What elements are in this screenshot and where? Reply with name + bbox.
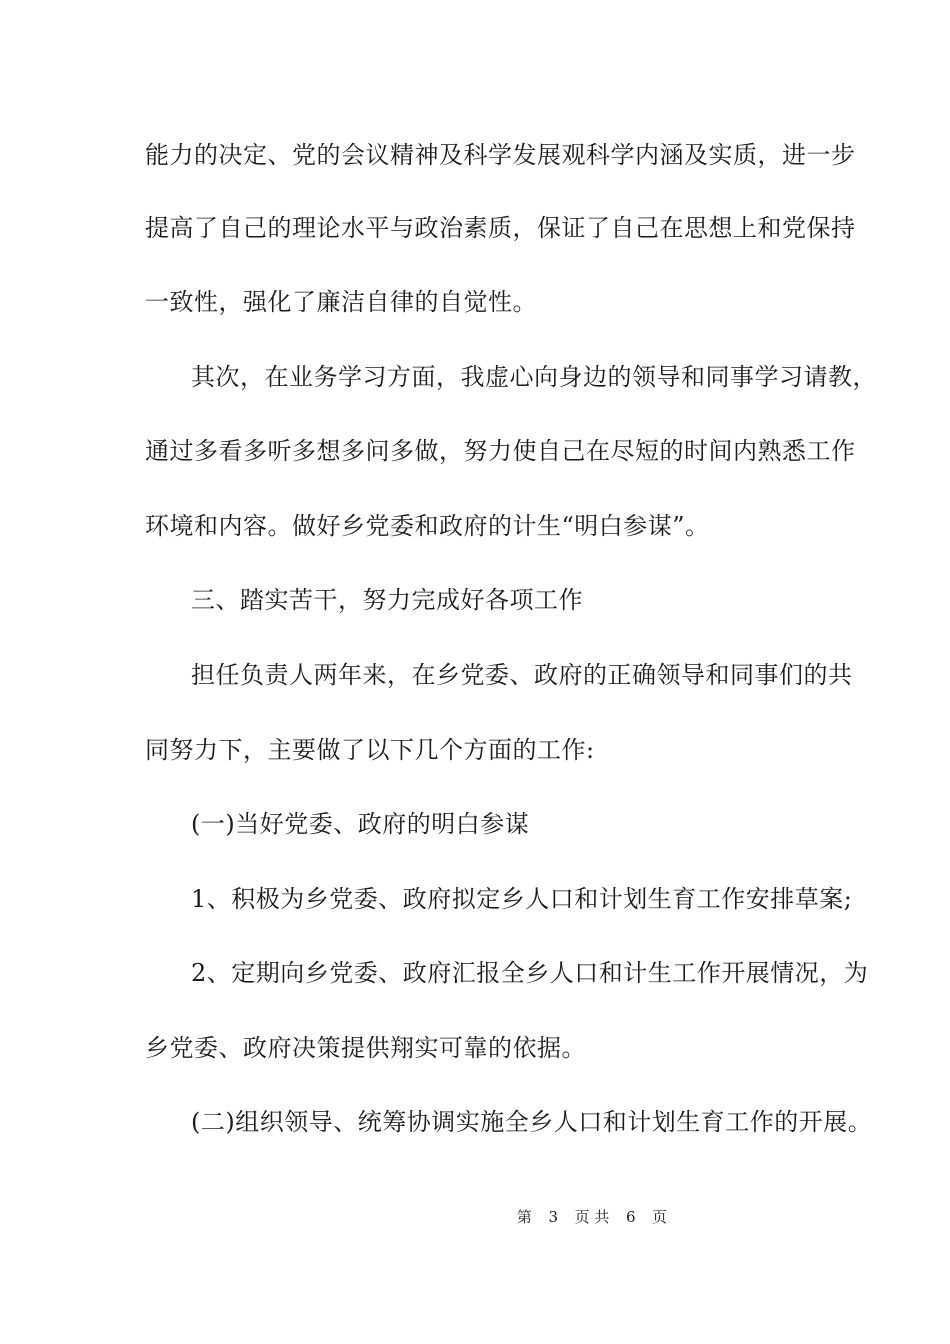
subsection-heading: (一)当好党委、政府的明白参谋 — [191, 810, 530, 838]
paragraph-line: 乡党委、政府决策提供翔实可靠的依据。 — [145, 1034, 586, 1062]
total-pages-number: 6 — [625, 1208, 636, 1226]
section-heading: 三、踏实苦干，努力完成好各项工作 — [191, 586, 583, 614]
footer-prefix: 第 — [516, 1208, 532, 1226]
footer-suffix: 页 — [652, 1208, 668, 1226]
current-page-number: 3 — [548, 1208, 559, 1226]
paragraph-line: 环境和内容。做好乡党委和政府的计生“明白参谋”。 — [145, 512, 710, 540]
paragraph-line: 其次，在业务学习方面，我虚心向身边的领导和同事学习请教， — [191, 363, 877, 391]
footer-middle: 页 共 — [574, 1208, 610, 1226]
paragraph-line: 同努力下，主要做了以下几个方面的工作: — [145, 736, 595, 764]
paragraph-line: 一致性，强化了廉洁自律的自觉性。 — [145, 288, 537, 316]
page-number-footer — [0, 1207, 950, 1227]
list-item: 2、定期向乡党委、政府汇报全乡人口和计生工作开展情况，为 — [191, 959, 869, 987]
subsection-heading: (二)组织领导、统筹协调实施全乡人口和计划生育工作的开展。 — [191, 1108, 873, 1136]
paragraph-line: 提高了自己的理论水平与政治素质，保证了自己在思想上和党保持 — [145, 214, 856, 242]
list-item: 1、积极为乡党委、政府拟定乡人口和计划生育工作安排草案; — [191, 885, 853, 913]
paragraph-line: 担任负责人两年来，在乡党委、政府的正确领导和同事们的共 — [191, 661, 853, 689]
paragraph-line: 通过多看多听多想多问多做，努力使自己在尽短的时间内熟悉工作 — [145, 437, 856, 465]
paragraph-line: 能力的决定、党的会议精神及科学发展观科学内涵及实质，进一步 — [145, 141, 856, 169]
